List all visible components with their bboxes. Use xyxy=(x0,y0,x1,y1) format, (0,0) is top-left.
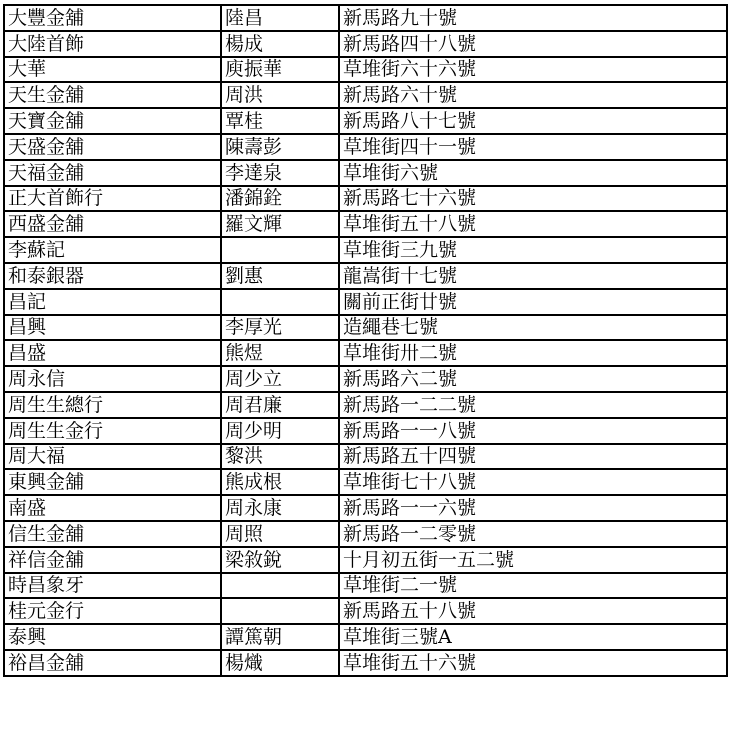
address-cell: 新馬路五十四號 xyxy=(339,444,727,470)
owner-name-cell xyxy=(221,237,339,263)
address-cell: 草堆街三號A xyxy=(339,624,727,650)
shop-name-cell: 東興金舖 xyxy=(4,469,221,495)
address-cell: 新馬路一二零號 xyxy=(339,521,727,547)
table-row xyxy=(4,237,727,263)
owner-name-cell xyxy=(221,598,339,624)
table-row xyxy=(4,650,727,676)
shop-name-cell: 天生金舖 xyxy=(4,82,221,108)
address-cell: 龍嵩街十七號 xyxy=(339,263,727,289)
shop-name-cell: 天福金舖 xyxy=(4,160,221,186)
owner-name-cell: 梁敘銳 xyxy=(221,547,339,573)
owner-name-cell: 黎洪 xyxy=(221,444,339,470)
shop-name-cell: 周大福 xyxy=(4,444,221,470)
shop-name-cell: 李蘇記 xyxy=(4,237,221,263)
shop-name-cell: 正大首飾行 xyxy=(4,186,221,212)
owner-name-cell: 劉惠 xyxy=(221,263,339,289)
owner-name-cell: 楊成 xyxy=(221,31,339,57)
shop-name-cell: 和泰銀器 xyxy=(4,263,221,289)
owner-name-cell xyxy=(221,289,339,315)
address-cell: 新馬路四十八號 xyxy=(339,31,727,57)
address-cell: 新馬路八十七號 xyxy=(339,108,727,134)
address-cell: 草堆街五十六號 xyxy=(339,650,727,676)
owner-name-cell: 周照 xyxy=(221,521,339,547)
owner-name-cell: 譚篤朝 xyxy=(221,624,339,650)
shop-name-cell: 周永信 xyxy=(4,366,221,392)
owner-name-cell: 李厚光 xyxy=(221,315,339,341)
address-cell: 草堆街四十一號 xyxy=(339,134,727,160)
owner-name-cell: 陸昌 xyxy=(221,5,339,31)
table-row xyxy=(4,521,727,547)
table-row xyxy=(4,134,727,160)
address-cell: 新馬路七十六號 xyxy=(339,186,727,212)
owner-name-cell: 熊成根 xyxy=(221,469,339,495)
shop-name-cell: 信生金舖 xyxy=(4,521,221,547)
table-row xyxy=(4,5,727,31)
shop-name-cell: 昌興 xyxy=(4,315,221,341)
shop-name-cell: 桂元金行 xyxy=(4,598,221,624)
table-row xyxy=(4,315,727,341)
owner-name-cell: 陳壽彭 xyxy=(221,134,339,160)
owner-name-cell: 羅文輝 xyxy=(221,211,339,237)
owner-name-cell: 周洪 xyxy=(221,82,339,108)
table-row xyxy=(4,444,727,470)
table-row xyxy=(4,108,727,134)
shop-name-cell: 大豐金舖 xyxy=(4,5,221,31)
shop-name-cell: 南盛 xyxy=(4,495,221,521)
table-row xyxy=(4,57,727,83)
shop-name-cell: 天寶金舖 xyxy=(4,108,221,134)
address-cell: 新馬路一二二號 xyxy=(339,392,727,418)
table-row xyxy=(4,573,727,599)
table-row xyxy=(4,31,727,57)
owner-name-cell: 周少明 xyxy=(221,418,339,444)
table-row xyxy=(4,211,727,237)
address-cell: 草堆街五十八號 xyxy=(339,211,727,237)
table-row xyxy=(4,186,727,212)
address-cell: 草堆街卅二號 xyxy=(339,340,727,366)
address-cell: 十月初五街一五二號 xyxy=(339,547,727,573)
address-cell: 草堆街六號 xyxy=(339,160,727,186)
shop-name-cell: 泰興 xyxy=(4,624,221,650)
shop-name-cell: 大陸首飾 xyxy=(4,31,221,57)
shop-name-cell: 時昌象牙 xyxy=(4,573,221,599)
table-row xyxy=(4,418,727,444)
table-row xyxy=(4,469,727,495)
address-cell: 造繩巷七號 xyxy=(339,315,727,341)
table-row xyxy=(4,598,727,624)
table-row xyxy=(4,366,727,392)
directory-table xyxy=(3,4,728,677)
address-cell: 關前正街廿號 xyxy=(339,289,727,315)
address-cell: 草堆街三九號 xyxy=(339,237,727,263)
address-cell: 新馬路一一八號 xyxy=(339,418,727,444)
table-row xyxy=(4,624,727,650)
address-cell: 草堆街二一號 xyxy=(339,573,727,599)
owner-name-cell xyxy=(221,573,339,599)
owner-name-cell: 楊熾 xyxy=(221,650,339,676)
table-row xyxy=(4,340,727,366)
owner-name-cell: 熊煜 xyxy=(221,340,339,366)
shop-name-cell: 天盛金舖 xyxy=(4,134,221,160)
shop-name-cell: 西盛金舖 xyxy=(4,211,221,237)
shop-name-cell: 周生生總行 xyxy=(4,392,221,418)
address-cell: 新馬路五十八號 xyxy=(339,598,727,624)
shop-name-cell: 昌記 xyxy=(4,289,221,315)
address-cell: 新馬路九十號 xyxy=(339,5,727,31)
address-cell: 草堆街六十六號 xyxy=(339,57,727,83)
owner-name-cell: 周少立 xyxy=(221,366,339,392)
address-cell: 新馬路六二號 xyxy=(339,366,727,392)
shop-name-cell: 祥信金舖 xyxy=(4,547,221,573)
table-row xyxy=(4,289,727,315)
table-row xyxy=(4,547,727,573)
shop-name-cell: 昌盛 xyxy=(4,340,221,366)
table-row xyxy=(4,160,727,186)
address-cell: 新馬路六十號 xyxy=(339,82,727,108)
owner-name-cell: 覃桂 xyxy=(221,108,339,134)
owner-name-cell: 庾振華 xyxy=(221,57,339,83)
owner-name-cell: 李達泉 xyxy=(221,160,339,186)
table-row xyxy=(4,392,727,418)
owner-name-cell: 周君廉 xyxy=(221,392,339,418)
table-body xyxy=(4,5,727,676)
shop-name-cell: 裕昌金舖 xyxy=(4,650,221,676)
table-row xyxy=(4,263,727,289)
address-cell: 新馬路一一六號 xyxy=(339,495,727,521)
table-row xyxy=(4,495,727,521)
address-cell: 草堆街七十八號 xyxy=(339,469,727,495)
owner-name-cell: 周永康 xyxy=(221,495,339,521)
owner-name-cell: 潘錦銓 xyxy=(221,186,339,212)
shop-name-cell: 周生生金行 xyxy=(4,418,221,444)
shop-name-cell: 大華 xyxy=(4,57,221,83)
table-row xyxy=(4,82,727,108)
